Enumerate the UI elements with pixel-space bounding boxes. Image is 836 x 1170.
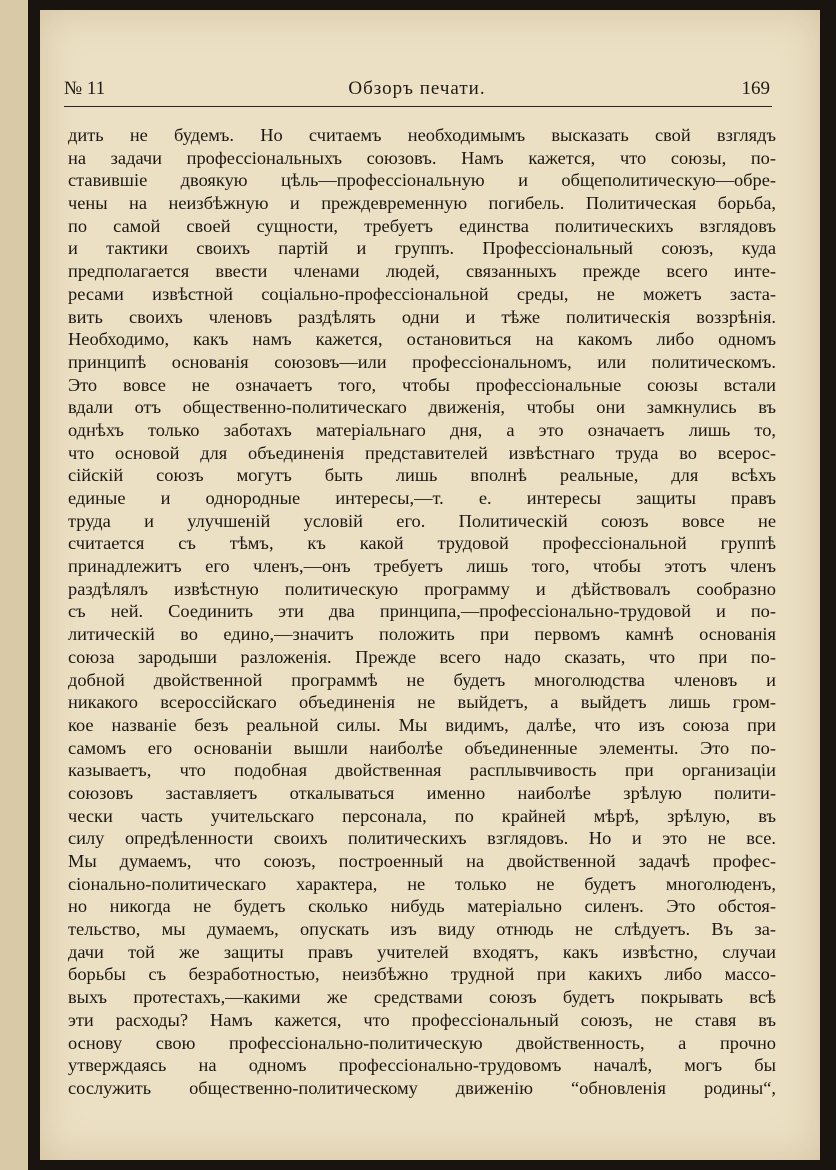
text-line: принадлежитъ его членъ,—онъ требуетъ лишь того, чтобы этотъ членъ — [68, 556, 776, 577]
text-line: казываетъ, что подобная двойственная расплывчивость при организаціи — [68, 760, 776, 781]
text-line: предполагается ввести членами людей, связанныхъ прежде всего инте- — [68, 261, 776, 282]
text-line: дачи той же защиты правъ учителей входятъ, какъ извѣстно, случаи — [68, 941, 776, 962]
issue-number: № 11 — [64, 78, 106, 99]
text-line: раздѣлялъ извѣстную политическую программу и дѣйствовалъ сообразно — [68, 578, 776, 599]
text-line: ставившіе двоякую цѣль—профессіональную и общеполитическую—обре- — [68, 170, 776, 191]
text-line: съ ней. Соединить эти два принципа,—профессіонально-трудовой и по- — [68, 601, 776, 622]
page-number: 169 — [741, 78, 770, 99]
text-line: Это вовсе не означаетъ того, чтобы профессіональные союзы встали — [68, 374, 776, 395]
text-line: ресами извѣстной соціально-профессіональной среды, не можетъ заста- — [68, 283, 776, 304]
text-line: утверждаясь на одномъ профессіонально-трудовомъ началѣ, могъ бы — [68, 1055, 776, 1076]
text-line: единые и однородные интересы,—т. е. интересы защиты правъ — [68, 488, 776, 508]
text-line: союзовъ заставляетъ откалываться именно наиболѣе зрѣлую полити- — [68, 782, 776, 803]
text-line: чески часть учительскаго персонала, по крайней мѣрѣ, зрѣлую, въ — [68, 805, 776, 826]
text-line: вить своихъ членовъ раздѣлять одни и тѣже политическія воззрѣнія. — [68, 306, 776, 327]
text-line: силу опредѣленности своихъ политическихъ взглядовъ. Но и это не все. — [68, 828, 776, 849]
text-line: дить не будемъ. Но считаемъ необходимымъ высказать свой взглядъ — [68, 125, 776, 145]
text-line: что основой для объединенія представителей извѣстнаго труда во всерос- — [68, 442, 776, 463]
book-gutter — [28, 0, 40, 1170]
text-line: чены на неизбѣжную и преждевременную погибель. Политическая борьба, — [68, 193, 776, 214]
text-line: добной двойственной программѣ не будетъ многолюдства членовъ и — [68, 669, 776, 690]
book-page — [40, 10, 820, 1160]
text-line: Мы думаемъ, что союзъ, построенный на двойственной задачѣ профес- — [68, 851, 776, 871]
text-line: сійскій союзъ могутъ быть лишь вполнѣ реальные, для всѣхъ — [68, 465, 776, 486]
text-line: выхъ протестахъ,—какими же средствами союзъ будетъ покрывать всѣ — [68, 987, 776, 1008]
text-line: никакого всероссійскаго объединенія не выйдетъ, а выйдетъ лишь гром- — [68, 692, 776, 713]
text-line: сослужить общественно-политическому движенію “обновленія родины“, — [68, 1077, 776, 1098]
section-title: Обзоръ печати. — [348, 78, 486, 99]
text-line: литическій во едино,—значитъ положить при первомъ камнѣ основанія — [68, 624, 776, 645]
adjacent-page-edge — [0, 0, 30, 1170]
text-line: и тактики своихъ партій и группъ. Профессіональный союзъ, куда — [68, 238, 776, 259]
body-text — [68, 124, 776, 1100]
text-line: считается съ тѣмъ, къ какой трудовой профессіональной группѣ — [68, 533, 776, 554]
text-line: эти расходы? Намъ кажется, что профессіональный союзъ, не ставя въ — [68, 1009, 776, 1030]
text-line: самомъ его основаніи вышли наиболѣе объединенные элементы. Это по- — [68, 737, 776, 758]
text-line: союза зародыши разложенія. Прежде всего надо сказать, что при по- — [68, 646, 776, 667]
running-header — [64, 76, 770, 104]
text-line: принципѣ основанія союзовъ—или профессіональномъ, или политическомъ. — [68, 351, 776, 372]
text-line: борьбы съ безработностью, неизбѣжно трудной при какихъ либо массо- — [68, 964, 776, 985]
text-line: однѣхъ только заботахъ матеріальнаго дня, а это означаетъ лишь то, — [68, 419, 776, 440]
text-line: вдали отъ общественно-политическаго движенія, чтобы они замкнулись въ — [68, 397, 776, 418]
text-line: кое названіе безъ реальной силы. Мы видимъ, далѣе, что изъ союза при — [68, 714, 776, 735]
text-line: Необходимо, какъ намъ кажется, остановиться на какомъ либо одномъ — [68, 329, 776, 350]
header-rule — [64, 106, 772, 107]
text-line: труда и улучшеній условій его. Политическій союзъ вовсе не — [68, 510, 776, 531]
text-line: тельство, мы думаемъ, опускать изъ виду отнюдь не слѣдуетъ. Въ за- — [68, 919, 776, 940]
text-line: по самой своей сущности, требуетъ единства политическихъ взглядовъ — [68, 215, 776, 236]
text-line: на задачи профессіональныхъ союзовъ. Намъ кажется, что союзы, по- — [68, 147, 776, 168]
text-line: сіонально-политическаго характера, не только не будетъ многолюденъ, — [68, 873, 776, 894]
text-line: но никогда не будетъ сколько нибудь матеріально силенъ. Это обстоя- — [68, 896, 776, 917]
text-line: основу свою профессіонально-политическую двойственность, а прочно — [68, 1032, 776, 1053]
